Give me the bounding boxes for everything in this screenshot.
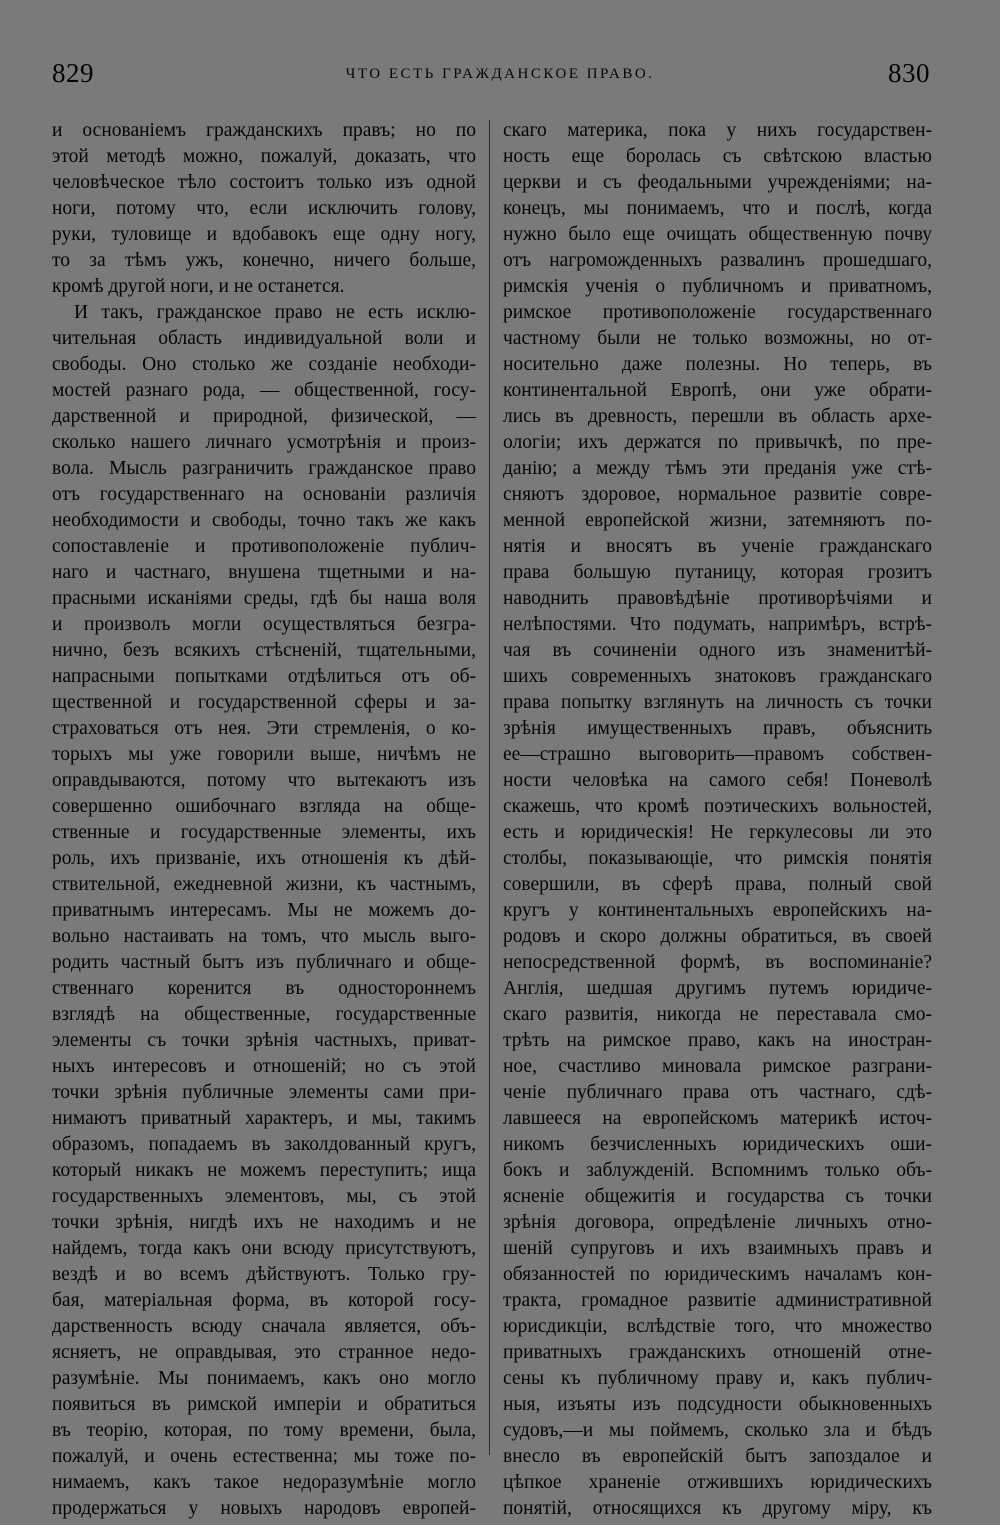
text-line: въ теорію, которая, по тому времени, была, bbox=[52, 1420, 476, 1441]
text-line: отъ нагроможденныхъ развалинъ прошедшаго, bbox=[503, 250, 932, 271]
text-line: вездѣ и во всемъ дѣйствуютъ. Только гру- bbox=[52, 1264, 476, 1285]
text-line: Англія, шедшая другимъ путемъ юридиче- bbox=[503, 978, 932, 999]
text-line: вола. Мысль разграничить гражданское право bbox=[52, 458, 476, 479]
text-line: ность еще боролась съ свѣтскою властью bbox=[503, 146, 932, 167]
text-line: чая въ сочиненіи одного изъ знаменитѣй- bbox=[503, 640, 932, 661]
text-line: сопоставленіе и противоположеніе публич- bbox=[52, 536, 476, 557]
text-line: скаго материка, пока у нихъ государствен- bbox=[503, 120, 932, 141]
text-line: ственные и государственные элементы, ихъ bbox=[52, 822, 476, 843]
text-line: сены къ публичному праву и, какъ публич- bbox=[503, 1368, 932, 1389]
text-line: частному были не только возможны, но от- bbox=[503, 328, 932, 349]
text-line: столбы, показывающіе, что римскія понятія bbox=[503, 848, 932, 869]
text-line: роль, ихъ призваніе, ихъ отношенія къ дѣй- bbox=[52, 848, 476, 869]
text-line: прасными исканіями среды, гдѣ бы наша воля bbox=[52, 588, 476, 609]
text-line: шеній супруговъ и ихъ взаимныхъ правъ и bbox=[503, 1238, 932, 1259]
text-line: взглядѣ на общественные, государственные bbox=[52, 1004, 476, 1025]
text-line: ясняетъ, не оправдывая, это странное недо- bbox=[52, 1342, 476, 1363]
right-text-column bbox=[503, 118, 932, 1522]
text-line: свободы. Оно столько же созданіе необходи- bbox=[52, 354, 476, 375]
text-line: страховаться отъ нея. Эти стремленія, о ко- bbox=[52, 718, 476, 739]
text-line: обязанностей по юридическимъ началамъ кон- bbox=[503, 1264, 932, 1285]
text-line: государственныхъ элементовъ, мы, съ этой bbox=[52, 1186, 476, 1207]
text-line: дарственность всюду сначала является, объ- bbox=[52, 1316, 476, 1337]
text-line: юрисдикціи, вслѣдствіе того, что множество bbox=[503, 1316, 932, 1337]
text-line: торыхъ мы уже говорили выше, ничѣмъ не bbox=[52, 744, 476, 765]
text-line: ченіе публичнаго права отъ частнаго, сдѣ- bbox=[503, 1082, 932, 1103]
page-number-right: 830 bbox=[888, 58, 930, 88]
text-line: носительно даже полезны. Но теперь, въ bbox=[503, 354, 932, 375]
text-line: трѣть на римское право, какъ на иностран- bbox=[503, 1030, 932, 1051]
text-line: появиться въ римской имперіи и обратиться bbox=[52, 1394, 476, 1415]
text-line: родовъ и скоро должны обратиться, въ своей bbox=[503, 926, 932, 947]
text-line: дарственной и природной, физической, — bbox=[52, 406, 476, 427]
text-line: конецъ, мы понимаемъ, что и послѣ, когда bbox=[503, 198, 932, 219]
text-line: ныя, изъяты изъ подсудности обыкновенныхъ bbox=[503, 1394, 932, 1415]
text-line: который никакъ не можемъ переступить; ища bbox=[52, 1160, 476, 1181]
text-line: вольно настаивать на томъ, что мысль выго- bbox=[52, 926, 476, 947]
text-line: руки, туловище и вдобавокъ еще одну ногу, bbox=[52, 224, 476, 245]
column-divider bbox=[489, 120, 490, 1455]
text-line: цѣпкое храненіе отжившихъ юридическихъ bbox=[503, 1472, 932, 1493]
text-line: напрасными попытками отдѣлиться отъ об- bbox=[52, 666, 476, 687]
text-line: есть и юридическія! Не геркулесовы ли это bbox=[503, 822, 932, 843]
text-line: и основаніемъ гражданскихъ правъ; но по bbox=[52, 120, 476, 141]
text-line: лись въ древность, перешли въ область архе- bbox=[503, 406, 932, 427]
text-line: римскія ученія о публичномъ и приватномъ, bbox=[503, 276, 932, 297]
text-line: зрѣнія договора, опредѣленіе личныхъ отно- bbox=[503, 1212, 932, 1233]
text-line: человѣческое тѣло состоитъ только изъ одной bbox=[52, 172, 476, 193]
text-line: данію; а между тѣмъ эти преданія уже стѣ- bbox=[503, 458, 932, 479]
text-line: бая, матеріальная форма, въ которой госу- bbox=[52, 1290, 476, 1311]
text-line: ологіи; ихъ держатся по привычкѣ, по пре- bbox=[503, 432, 932, 453]
text-line: продержаться у новыхъ народовъ европей- bbox=[52, 1498, 476, 1519]
text-line: ясненіе общежитія и государства съ точки bbox=[503, 1186, 932, 1207]
left-text-column bbox=[52, 118, 476, 1522]
page-number-left: 829 bbox=[52, 58, 94, 88]
text-line: церкви и съ феодальными учрежденіями; на- bbox=[503, 172, 932, 193]
text-line: права большую путаницу, которая грозитъ bbox=[503, 562, 932, 583]
text-line: ныхъ интересовъ и отношеній; но съ этой bbox=[52, 1056, 476, 1077]
text-line: чительная область индивидуальной воли и bbox=[52, 328, 476, 349]
text-line: ее—страшно выговорить—правомъ собствен- bbox=[503, 744, 932, 765]
text-line: менной европейской жизни, затемняютъ по- bbox=[503, 510, 932, 531]
text-line: права попытку взглянуть на личность съ точки bbox=[503, 692, 932, 713]
text-line: скажешь, что кромѣ поэтическихъ вольностей, bbox=[503, 796, 932, 817]
text-line: этой методѣ можно, пожалуй, доказать, что bbox=[52, 146, 476, 167]
text-line: элементы съ точки зрѣнія частныхъ, приват- bbox=[52, 1030, 476, 1051]
text-line: найдемъ, тогда какъ они всюду присутствуютъ, bbox=[52, 1238, 476, 1259]
text-line: образомъ, попадаемъ въ заколдованный кругъ, bbox=[52, 1134, 476, 1155]
text-line: пожалуй, и очень естественна; мы тоже по- bbox=[52, 1446, 476, 1467]
text-line: нимаютъ приватный характеръ, и мы, такимъ bbox=[52, 1108, 476, 1129]
text-line: то за тѣмъ ужъ, конечно, ничего больше, bbox=[52, 250, 476, 271]
text-line: нужно было еще очищать общественную почву bbox=[503, 224, 932, 245]
text-line: приватнымъ интересамъ. Мы не можемъ до- bbox=[52, 900, 476, 921]
text-line: внесло въ европейскій бытъ запоздалое и bbox=[503, 1446, 932, 1467]
text-line: и произволъ могли осуществляться безгра- bbox=[52, 614, 476, 635]
text-line: шихъ современныхъ знатоковъ гражданскаго bbox=[503, 666, 932, 687]
text-line: точки зрѣнія публичные элементы сами при- bbox=[52, 1082, 476, 1103]
text-line: кромѣ другой ноги, и не останется. bbox=[52, 276, 345, 297]
text-line: наго и частнаго, внушена тщетными и на- bbox=[52, 562, 476, 583]
text-line: судовъ,—и мы поймемъ, сколько зла и бѣдъ bbox=[503, 1420, 932, 1441]
text-line: непосредственной формѣ, въ воспоминаніе? bbox=[503, 952, 932, 973]
text-line: разумѣніе. Мы понимаемъ, какъ оно могло bbox=[52, 1368, 476, 1389]
text-line: нично, безъ всякихъ стѣсненій, тщательными, bbox=[52, 640, 476, 661]
text-line: ное, счастливо миновала римское разграни- bbox=[503, 1056, 932, 1077]
text-line: скаго развитія, никогда не переставала смо- bbox=[503, 1004, 932, 1025]
text-line: приватныхъ гражданскихъ отношеній отне- bbox=[503, 1342, 932, 1363]
text-line: необходимости и свободы, точно такъ же какъ bbox=[52, 510, 476, 531]
text-line: отъ государственнаго на основаніи различія bbox=[52, 484, 476, 505]
text-line: наводнить правовѣдѣніе противорѣчіями и bbox=[503, 588, 932, 609]
text-line: И такъ, гражданское право не есть исклю- bbox=[74, 302, 476, 323]
text-line: совершенно ошибочнаго взгляда на обще- bbox=[52, 796, 476, 817]
text-line: лавшееся на европейскомъ материкѣ источ- bbox=[503, 1108, 932, 1129]
text-line: щественной и государственной сферы и за- bbox=[52, 692, 476, 713]
text-line: нелѣпостями. Что подумать, напримѣръ, встрѣ- bbox=[503, 614, 932, 635]
text-line: понятій, относящихся къ другому міру, къ bbox=[503, 1498, 932, 1519]
text-line: нимаемъ, какъ такое недоразумѣніе могло bbox=[52, 1472, 476, 1493]
text-line: оправдываются, потому что вытекаютъ изъ bbox=[52, 770, 476, 791]
text-line: сколько нашего личнаго усмотрѣнія и произ- bbox=[52, 432, 476, 453]
text-line: кругъ у континентальныхъ европейскихъ на- bbox=[503, 900, 932, 921]
text-line: тракта, громадное развитіе административной bbox=[503, 1290, 932, 1311]
text-line: континентальной Европѣ, они уже обрати- bbox=[503, 380, 932, 401]
text-line: римское противоположеніе государственнаго bbox=[503, 302, 932, 323]
text-line: сняютъ здоровое, нормальное развитіе совре- bbox=[503, 484, 932, 505]
text-line: совершили, въ сферѣ права, полный свой bbox=[503, 874, 932, 895]
text-line: мостей разнаго рода, — общественной, госу- bbox=[52, 380, 476, 401]
text-line: ственнаго коренится въ одностороннемъ bbox=[52, 978, 476, 999]
running-title: ЧТО ЕСТЬ ГРАЖДАНСКОЕ ПРАВО. bbox=[345, 66, 655, 82]
text-line: точки зрѣнія, нигдѣ ихъ не находимъ и не bbox=[52, 1212, 476, 1233]
text-line: ствительной, ежедневной жизни, къ частнымъ, bbox=[52, 874, 476, 895]
text-line: родить частный бытъ изъ публичнаго и обще- bbox=[52, 952, 476, 973]
text-line: никомъ безчисленныхъ юридическихъ оши- bbox=[503, 1134, 932, 1155]
text-line: ноги, потому что, если исключить голову, bbox=[52, 198, 476, 219]
text-line: ности человѣка на самого себя! Поневолѣ bbox=[503, 770, 932, 791]
text-line: нятія и вносятъ въ ученіе гражданскаго bbox=[503, 536, 932, 557]
text-line: бокъ и заблужденій. Вспомнимъ только объ- bbox=[503, 1160, 932, 1181]
text-line: зрѣнія имущественныхъ правъ, объяснить bbox=[503, 718, 932, 739]
